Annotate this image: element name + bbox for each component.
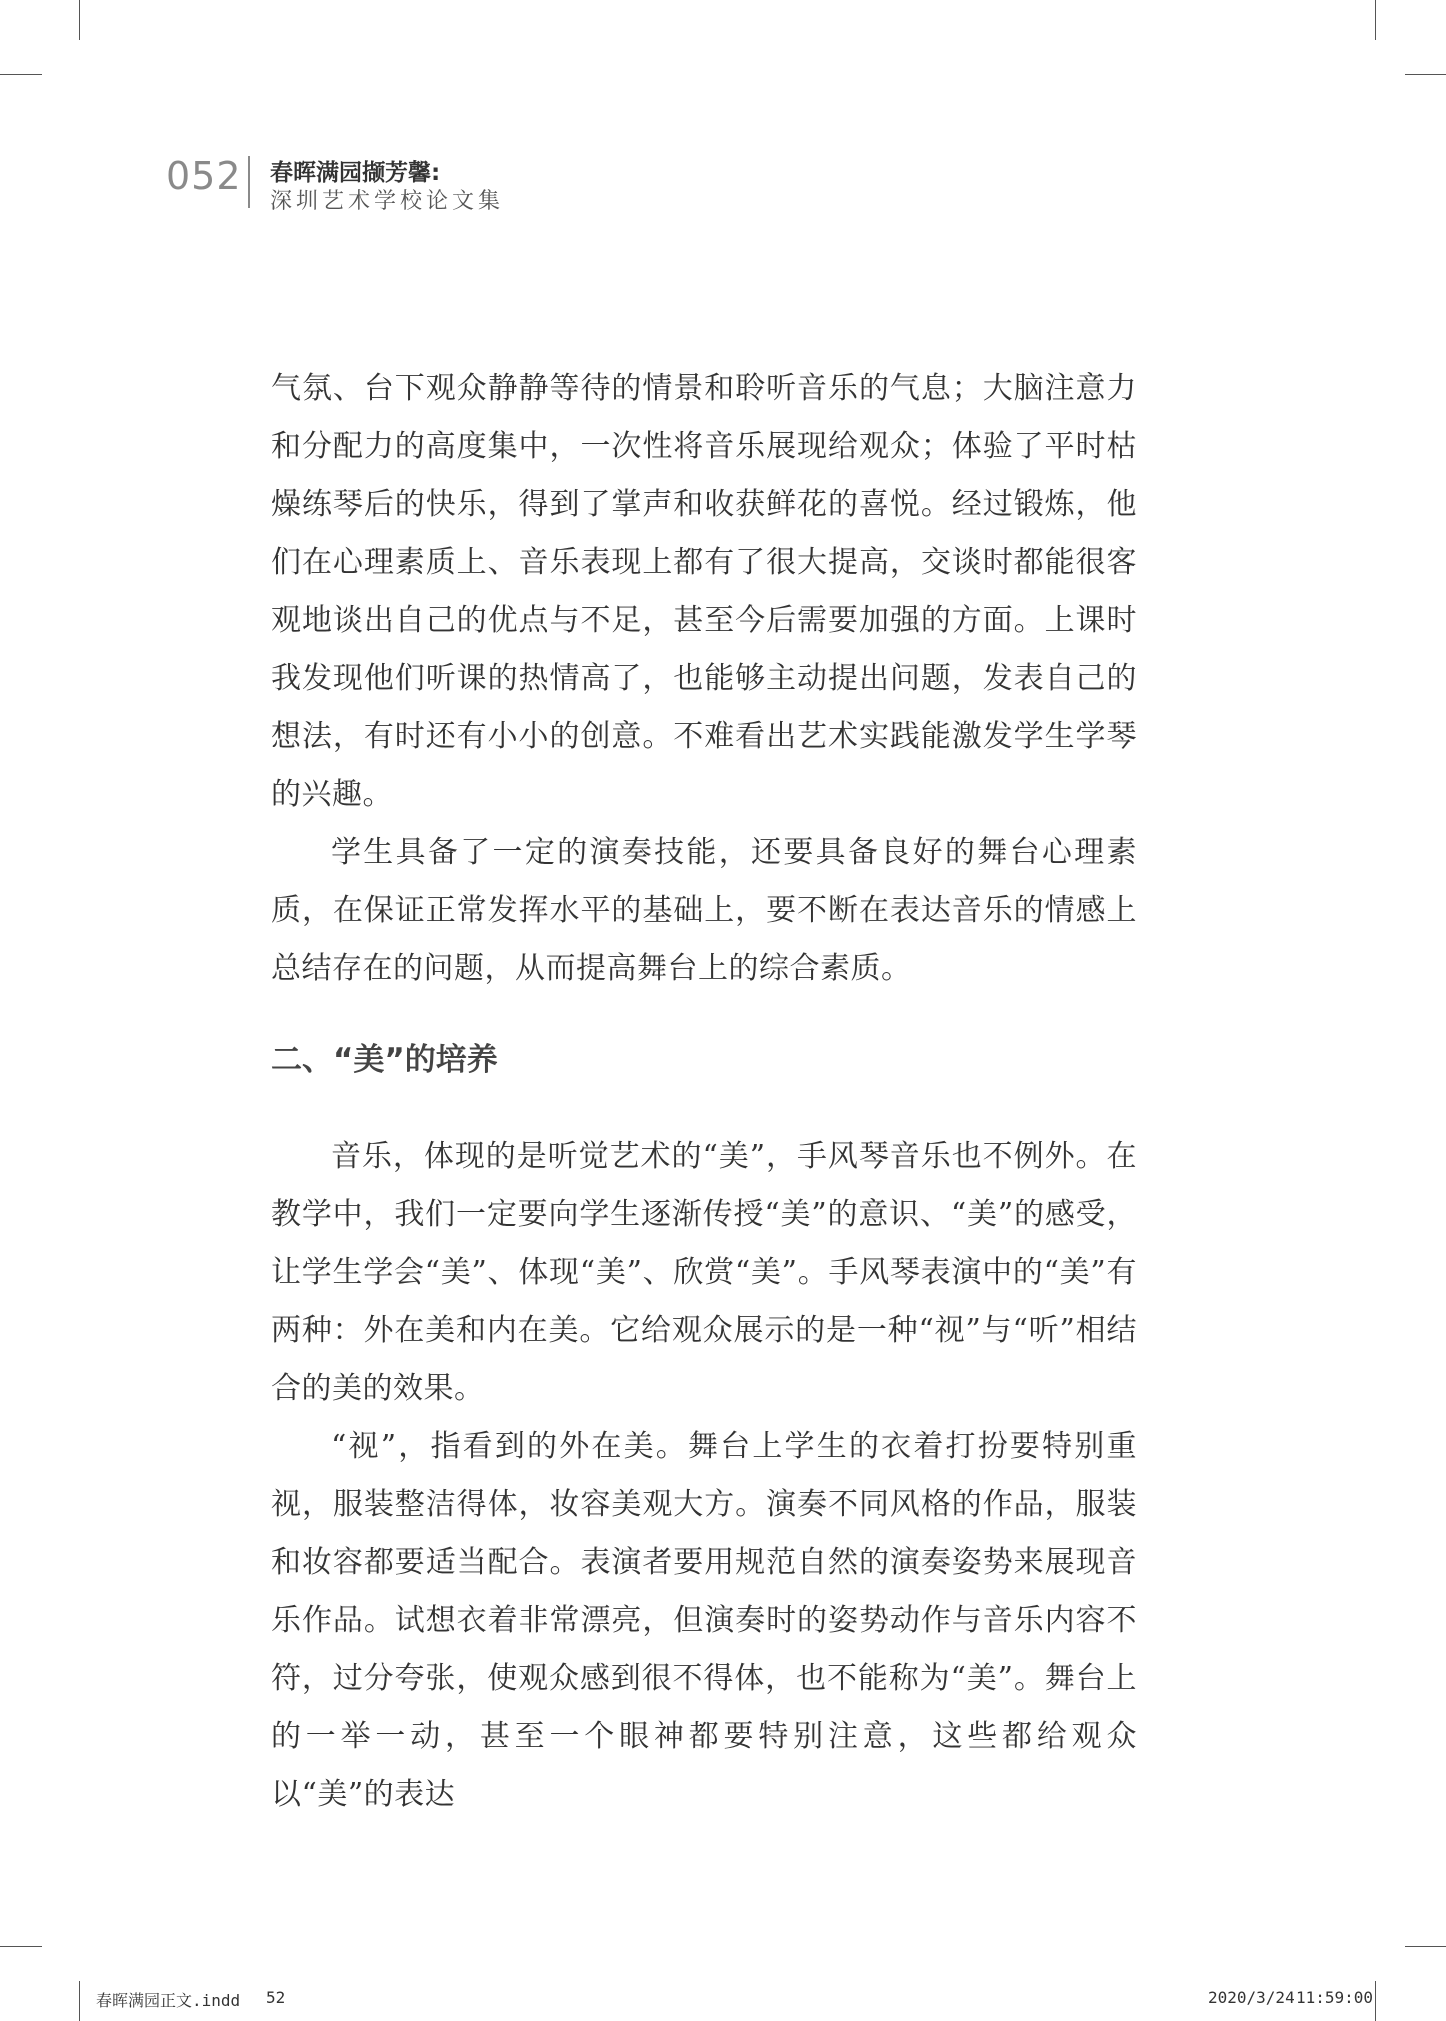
book-subtitle: 深圳艺术学校论文集 — [270, 189, 505, 214]
crop-mark-bottom-left — [79, 1981, 80, 2021]
crop-mark-top-left — [79, 0, 80, 40]
crop-mark-bottom-right-h — [1405, 1946, 1446, 1947]
section-heading: 二、“美”的培养 — [271, 1042, 498, 1078]
print-slug — [96, 1988, 1376, 2012]
crop-mark-top-right-h — [1405, 74, 1446, 75]
header-divider — [248, 156, 250, 208]
paragraph: 音乐，体现的是听觉艺术的“美”，手风琴音乐也不例外。在教学中，我们一定要向学生逐渐传授“美”的意识、“美”的感受，让学生学会“美”、体现“美”、欣赏“美”。手风琴表演中的“美”有两种：外在美和内在美。它给观众展示的是一种“视”与“听”相结合的美的效果。 — [271, 1139, 1137, 1406]
slug-page: 52 — [266, 1988, 286, 2007]
paragraph: 学生具备了一定的演奏技能，还要具备良好的舞台心理素质，在保证正常发挥水平的基础上，要不断在表达音乐的情感上总结存在的问题，从而提高舞台上的综合素质。 — [271, 835, 1137, 986]
paragraph: “视”，指看到的外在美。舞台上学生的衣着打扮要特别重视，服装整洁得体，妆容美观大方。演奏不同风格的作品，服装和妆容都要适当配合。表演者要用规范自然的演奏姿势来展现音乐作品。试想衣着非常漂亮，但演奏时的姿势动作与音乐内容不符，过分夸张，使观众感到很不得体，也不能称为“美”。舞台上的一举一动，甚至一个眼神都要特别注意，这些都给观众以“美”的表达 — [271, 1429, 1137, 1812]
slug-time: 11:59:00 — [1296, 1988, 1374, 2007]
crop-mark-bottom-left-h — [0, 1946, 42, 1947]
paragraph: 气氛、台下观众静静等待的情景和聆听音乐的气息；大脑注意力和分配力的高度集中，一次性将音乐展现给观众；体验了平时枯燥练琴后的快乐，得到了掌声和收获鲜花的喜悦。经过锻炼，他们在心理素质上、音乐表现上都有了很大提高，交谈时都能很客观地谈出自己的优点与不足，甚至今后需要加强的方面。上课时我发现他们听课的热情高了，也能够主动提出问题，发表自己的想法，有时还有小小的创意。不难看出艺术实践能激发学生学琴的兴趣。 — [271, 371, 1137, 812]
slug-file-name: 春晖满园正文.indd — [96, 1991, 241, 2010]
crop-mark-top-left-h — [0, 74, 42, 75]
page-number: 052 — [166, 154, 242, 198]
slug-date: 2020/3/24 — [1208, 1988, 1295, 2007]
book-title: 春晖满园撷芳馨: — [270, 160, 441, 186]
body-text — [271, 360, 1137, 1824]
crop-mark-top-right — [1375, 0, 1376, 40]
